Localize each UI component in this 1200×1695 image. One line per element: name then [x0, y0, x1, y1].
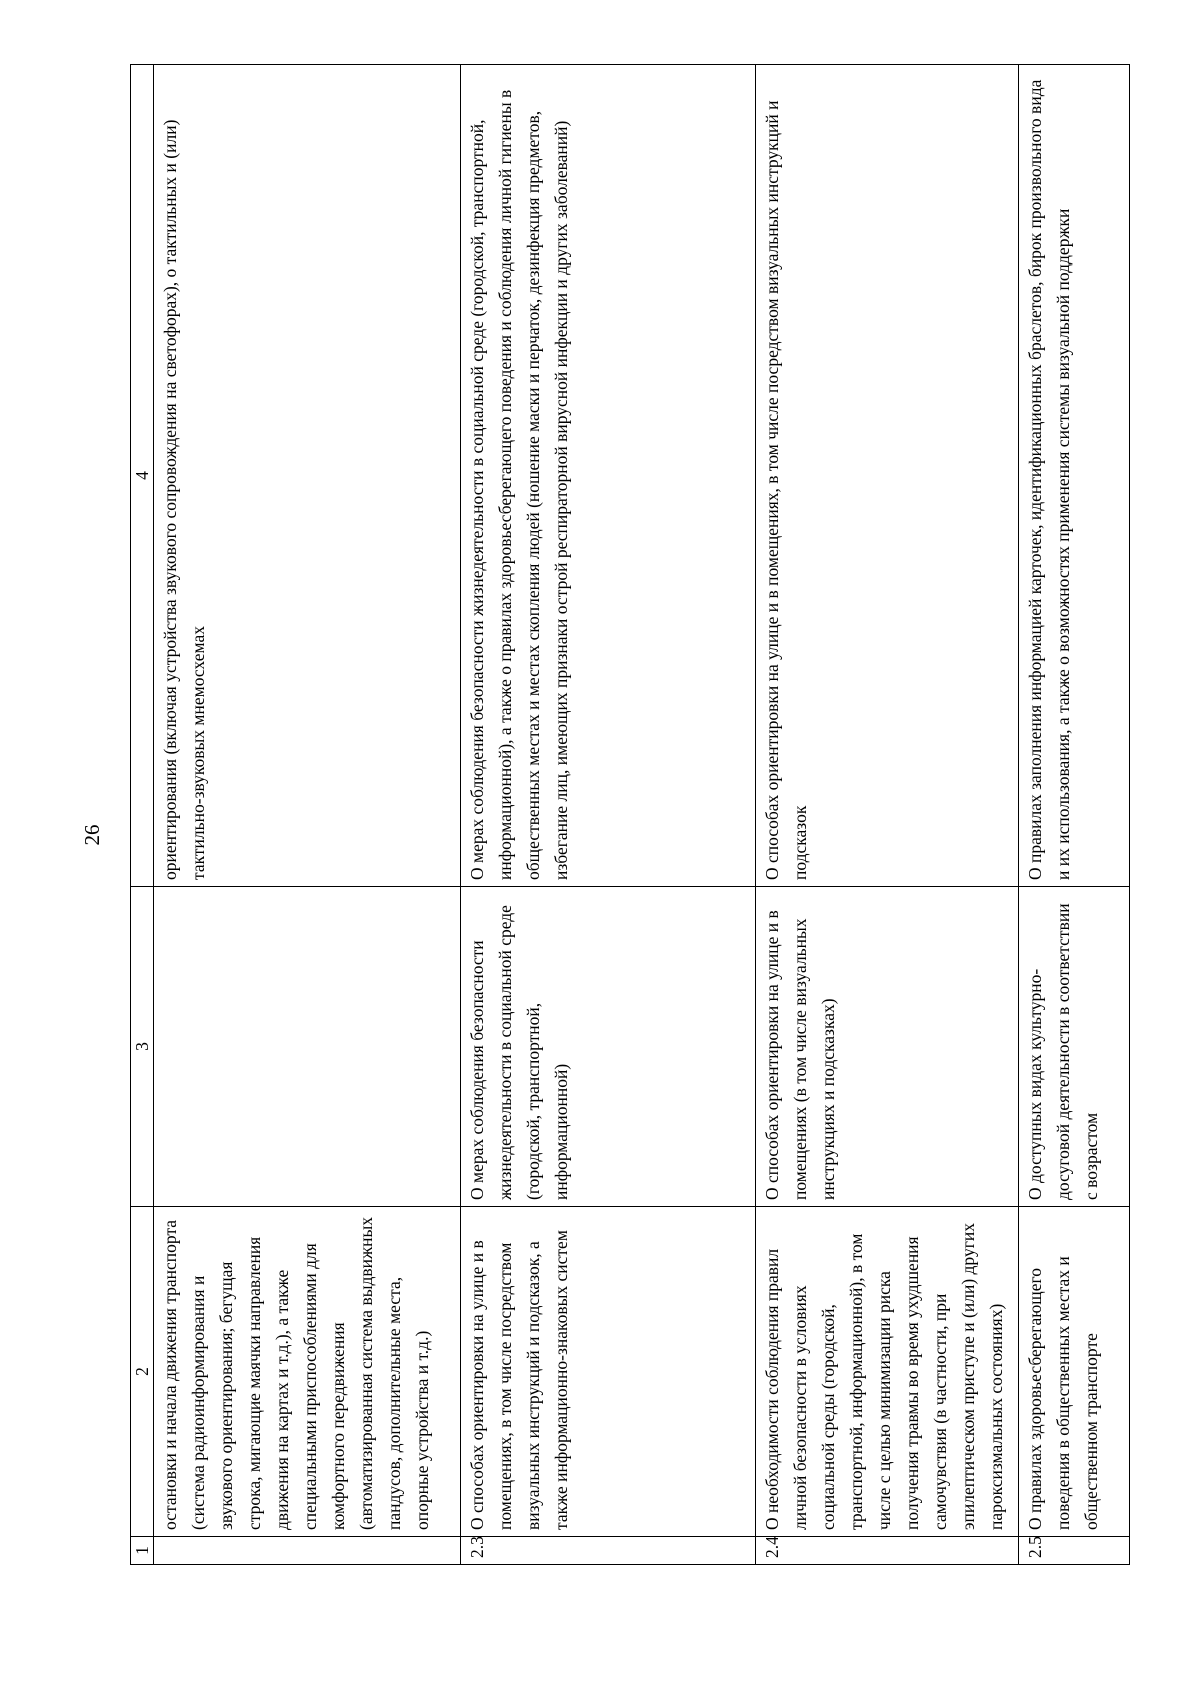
row-number: 2.4 — [756, 1537, 1019, 1565]
page-number-text: 26 — [80, 824, 104, 846]
column-header-2: 2 — [131, 1207, 154, 1537]
table-header-row — [131, 65, 154, 1565]
cell-column-3: О способах ориентировки на улице и в помещениях (в том числе визуальных инструкциях и подсказках) — [756, 887, 1019, 1207]
cell-column-2: О необходимости соблюдения правил личной безопасности в условиях социальной среды (городской, транспортной, информационной), в том числе с целью минимизации риска получения травмы во время ухудшения самочувствия (в частности, при эпилептическом приступе и (или) других пароксизмальных состояниях) — [756, 1207, 1019, 1537]
cell-column-4: ориентирования (включая устройства звукового сопровождения на светофорах), о тактильных и (или) тактильно-звуковых мнемосхемах — [154, 65, 461, 887]
cell-column-3: О мерах соблюдения безопасности жизнедеятельности в социальной среде (городской, транспортной, информационной) — [461, 887, 756, 1207]
cell-column-2: О способах ориентировки на улице и в помещениях, в том числе посредством визуальных инструкций и подсказок, а также информационно-знаковых систем — [461, 1207, 756, 1537]
table-row — [154, 65, 461, 1565]
row-number: 2.3 — [461, 1537, 756, 1565]
table-row — [461, 65, 756, 1565]
cell-column-4: О способах ориентировки на улице и в помещениях, в том числе посредством визуальных инструкций и подсказок — [756, 65, 1019, 887]
page-number — [80, 815, 120, 875]
cell-column-4: О правилах заполнения информацией карточек, идентификационных браслетов, бирок произвольного вида и их использования, а также о возможностях применения системы визуальной поддержки — [1019, 65, 1130, 887]
cell-column-3 — [154, 887, 461, 1207]
row-number: 2.5 — [1019, 1537, 1130, 1565]
cell-column-2: О правилах здоровьесберегающего поведения в общественных местах и общественном транспорте — [1019, 1207, 1130, 1537]
requirements-table — [130, 64, 1130, 1565]
rotated-table-container — [130, 65, 1101, 1565]
column-header-4: 4 — [131, 65, 154, 887]
column-header-1: 1 — [131, 1537, 154, 1565]
cell-column-4: О мерах соблюдения безопасности жизнедеятельности в социальной среде (городской, транспортной, информационной), а также о правилах здоровьесберегающего поведения и соблюдения личной гигиены в общественных местах и местах скопления людей (ношение маски и перчаток, дезинфекция предметов, избегание лиц, имеющих признаки острой респираторной вирусной инфекции и других заболеваний) — [461, 65, 756, 887]
table-row — [756, 65, 1019, 1565]
cell-column-3: О доступных видах культурно-досуговой деятельности в соответствии с возрастом — [1019, 887, 1130, 1207]
row-number — [154, 1537, 461, 1565]
cell-column-2: остановки и начала движения транспорта (система радиоинформирования и звукового ориентирования; бегущая строка, мигающие маячки направления движения на картах и т.д.), а также специальными приспособлениями для комфортного передвижения (автоматизированная система выдвижных пандусов, дополнительные места, опорные устройства и т.д.) — [154, 1207, 461, 1537]
table-row — [1019, 65, 1130, 1565]
column-header-3: 3 — [131, 887, 154, 1207]
